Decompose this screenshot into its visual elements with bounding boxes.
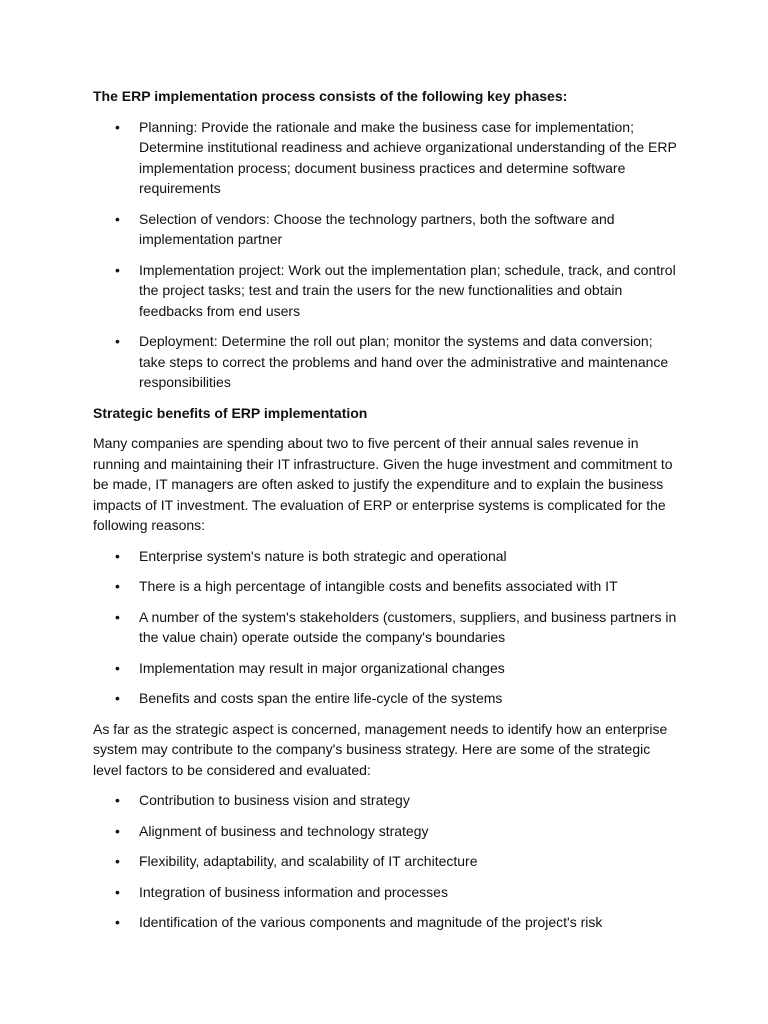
- list-item-text: Implementation may result in major organizational changes: [139, 659, 505, 676]
- bullet-icon: •: [115, 792, 120, 808]
- bullet-icon: •: [115, 659, 120, 676]
- list-item-text: Implementation project: Work out the implementation plan; schedule, track, and control the project tasks; test and train the users for the new functionalities and obtain feedbacks from end users: [139, 261, 676, 319]
- list-item-text: Integration of business information and processes: [139, 883, 448, 900]
- bullet-icon: •: [115, 822, 120, 839]
- list-item-text: Alignment of business and technology strategy: [139, 822, 429, 839]
- bullet-icon: •: [115, 333, 120, 349]
- list-item-planning: [93, 117, 678, 199]
- document-page: [93, 86, 678, 943]
- list-item-text: Benefits and costs span the entire life-cycle of the systems: [139, 690, 503, 706]
- benefits-heading: Strategic benefits of ERP implementation: [93, 404, 368, 421]
- bullet-icon: •: [115, 261, 120, 278]
- list-item-vendors: [93, 209, 678, 250]
- list-item: [93, 607, 678, 648]
- list-item-text: Flexibility, adaptability, and scalability of IT architecture: [139, 853, 478, 869]
- benefits-paragraph-2: As far as the strategic aspect is concerned, management needs to identify how an enterprise system may contribute to the company's business strategy. Here are some of the strategic level factors to be considered and evaluated:: [93, 720, 668, 778]
- list-item-text: Enterprise system's nature is both strategic and operational: [139, 547, 507, 564]
- list-item: [93, 912, 678, 933]
- list-item: [93, 576, 678, 597]
- list-item-text: Identification of the various components and magnitude of the project's risk: [139, 914, 603, 930]
- bullet-icon: •: [115, 608, 120, 625]
- phases-heading: The ERP implementation process consists of the following key phases:: [93, 88, 568, 104]
- bullet-icon: •: [115, 914, 120, 930]
- list-item-implementation: [93, 260, 678, 322]
- list-item-text: A number of the system's stakeholders (customers, suppliers, and business partners in the value chain) operate outside the company's boundaries: [139, 608, 677, 645]
- list-item: [93, 821, 678, 842]
- bullet-icon: •: [115, 690, 120, 706]
- list-item: [93, 882, 678, 903]
- list-item: [93, 688, 678, 709]
- list-item-text: Contribution to business vision and strategy: [139, 792, 410, 808]
- phases-list: [93, 117, 678, 393]
- list-item-deployment: [93, 331, 678, 393]
- benefits-paragraph-1: Many companies are spending about two to five percent of their annual sales revenue in running and maintaining their IT infrastructure. Given the huge investment and commitment to be made, IT managers are often asked to justify the expenditure and to explain the business impacts of IT investment. The evaluation of ERP or enterprise systems is complicated for the following reasons:: [93, 435, 673, 533]
- bullet-icon: •: [115, 210, 120, 227]
- list-item-text: Planning: Provide the rationale and make the business case for implementation; Determine institutional readiness and achieve organizational understanding of the ERP implementation process; document business practices and determine software requirements: [139, 118, 677, 196]
- bullet-icon: •: [115, 853, 120, 869]
- list-item: [93, 851, 678, 872]
- bullet-icon: •: [115, 547, 120, 564]
- list-item-text: There is a high percentage of intangible costs and benefits associated with IT: [139, 578, 618, 594]
- list-item: [93, 790, 678, 811]
- list-item: [93, 546, 678, 567]
- bullet-icon: •: [115, 883, 120, 900]
- list-item-text: Deployment: Determine the roll out plan; monitor the systems and data conversion; take steps to correct the problems and hand over the administrative and maintenance responsibilities: [139, 333, 669, 390]
- bullet-icon: •: [115, 118, 120, 135]
- list-item: [93, 658, 678, 679]
- evaluation-reasons-list: [93, 546, 678, 709]
- bullet-icon: •: [115, 578, 120, 594]
- strategic-factors-list: [93, 790, 678, 933]
- list-item-text: Selection of vendors: Choose the technology partners, both the software and implementation partner: [139, 210, 615, 247]
